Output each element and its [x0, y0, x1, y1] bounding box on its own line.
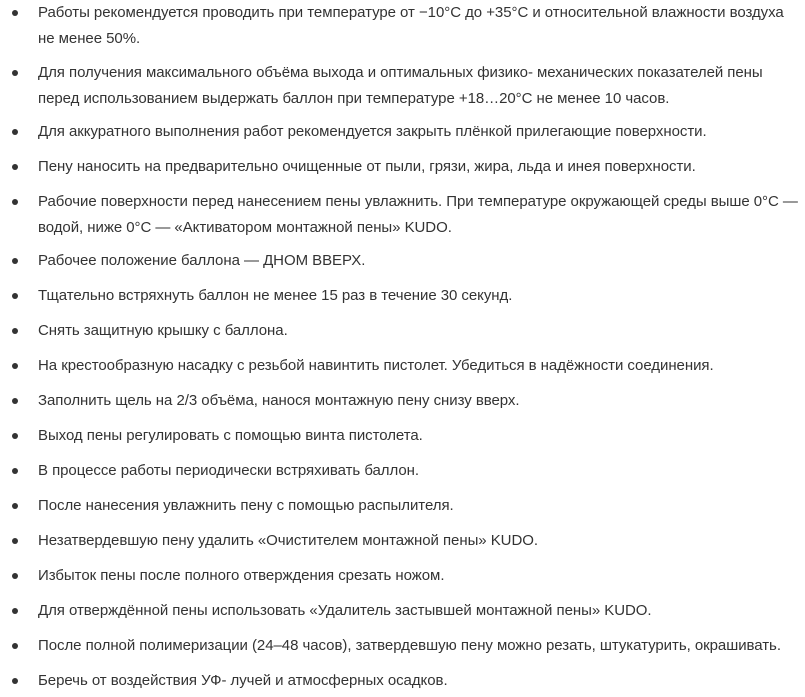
list-item-text: Рабочее положение баллона — ДНОМ ВВЕРХ. — [38, 252, 366, 269]
list-item-text: Рабочие поверхности перед нанесением пены увлажнить. При температуре окружающей среды выше 0°С — водой, ниже 0°С — «Активатором монтажной пены» KUDO. — [38, 193, 798, 236]
list-item-text: В процессе работы периодически встряхивать баллон. — [38, 462, 420, 479]
list-item-text: Беречь от воздействия УФ- лучей и атмосферных осадков. — [38, 672, 448, 689]
bullet-icon — [12, 398, 18, 404]
bullet-icon — [12, 643, 18, 649]
list-item — [0, 189, 800, 241]
list-item — [0, 248, 800, 274]
list-item — [0, 493, 800, 519]
bullet-icon — [12, 363, 18, 369]
bullet-icon — [12, 678, 18, 684]
bullet-icon — [12, 70, 18, 76]
list-item — [0, 633, 800, 659]
list-item-text: После полной полимеризации (24–48 часов), затвердевшую пену можно резать, штукатурить, окрашивать. — [38, 637, 781, 654]
bullet-icon — [12, 433, 18, 439]
list-item-text: Пену наносить на предварительно очищенные от пыли, грязи, жира, льда и инея поверхности. — [38, 158, 696, 175]
list-item-text: Заполнить щель на 2/3 объёма, нанося монтажную пену снизу вверх. — [38, 392, 520, 409]
bullet-icon — [12, 538, 18, 544]
list-item — [0, 318, 800, 344]
list-item-text: На крестообразную насадку с резьбой навинтить пистолет. Убедиться в надёжности соединения. — [38, 357, 714, 374]
list-item-text: Незатвердевшую пену удалить «Очистителем монтажной пены» KUDO. — [38, 532, 538, 549]
list-item-text: Тщательно встряхнуть баллон не менее 15 раз в течение 30 секунд. — [38, 287, 513, 304]
list-item-text: Для получения максимального объёма выхода и оптимальных физико- механических показателей пены перед использованием выдержать баллон при температуре +18…20°С не менее 10 часов. — [38, 64, 763, 107]
bullet-icon — [12, 293, 18, 299]
list-item — [0, 388, 800, 414]
bullet-icon — [12, 608, 18, 614]
list-item-text: Для аккуратного выполнения работ рекомендуется закрыть плёнкой прилегающие поверхности. — [38, 123, 707, 140]
bullet-icon — [12, 199, 18, 205]
list-item — [0, 668, 800, 694]
list-item-text: Снять защитную крышку с баллона. — [38, 322, 288, 339]
list-item — [0, 598, 800, 624]
bullet-icon — [12, 10, 18, 16]
bullet-icon — [12, 468, 18, 474]
list-item — [0, 283, 800, 309]
bullet-icon — [12, 258, 18, 264]
list-item-text: Работы рекомендуется проводить при температуре от −10°С до +35°С и относительной влажности воздуха не менее 50%. — [38, 4, 784, 47]
list-item — [0, 563, 800, 589]
bullet-icon — [12, 328, 18, 334]
list-item — [0, 353, 800, 379]
list-item — [0, 60, 800, 112]
list-item-text: Выход пены регулировать с помощью винта пистолета. — [38, 427, 423, 444]
bullet-icon — [12, 164, 18, 170]
list-item — [0, 154, 800, 180]
list-item-text: Для отверждённой пены использовать «Удалитель застывшей монтажной пены» KUDO. — [38, 602, 652, 619]
list-item-text: Избыток пены после полного отверждения срезать ножом. — [38, 567, 445, 584]
list-item — [0, 119, 800, 145]
list-item — [0, 0, 800, 52]
list-item — [0, 423, 800, 449]
bullet-icon — [12, 503, 18, 509]
bullet-icon — [12, 573, 18, 579]
bullet-icon — [12, 129, 18, 135]
list-item-text: После нанесения увлажнить пену с помощью распылителя. — [38, 497, 454, 514]
list-item — [0, 528, 800, 554]
list-item — [0, 458, 800, 484]
